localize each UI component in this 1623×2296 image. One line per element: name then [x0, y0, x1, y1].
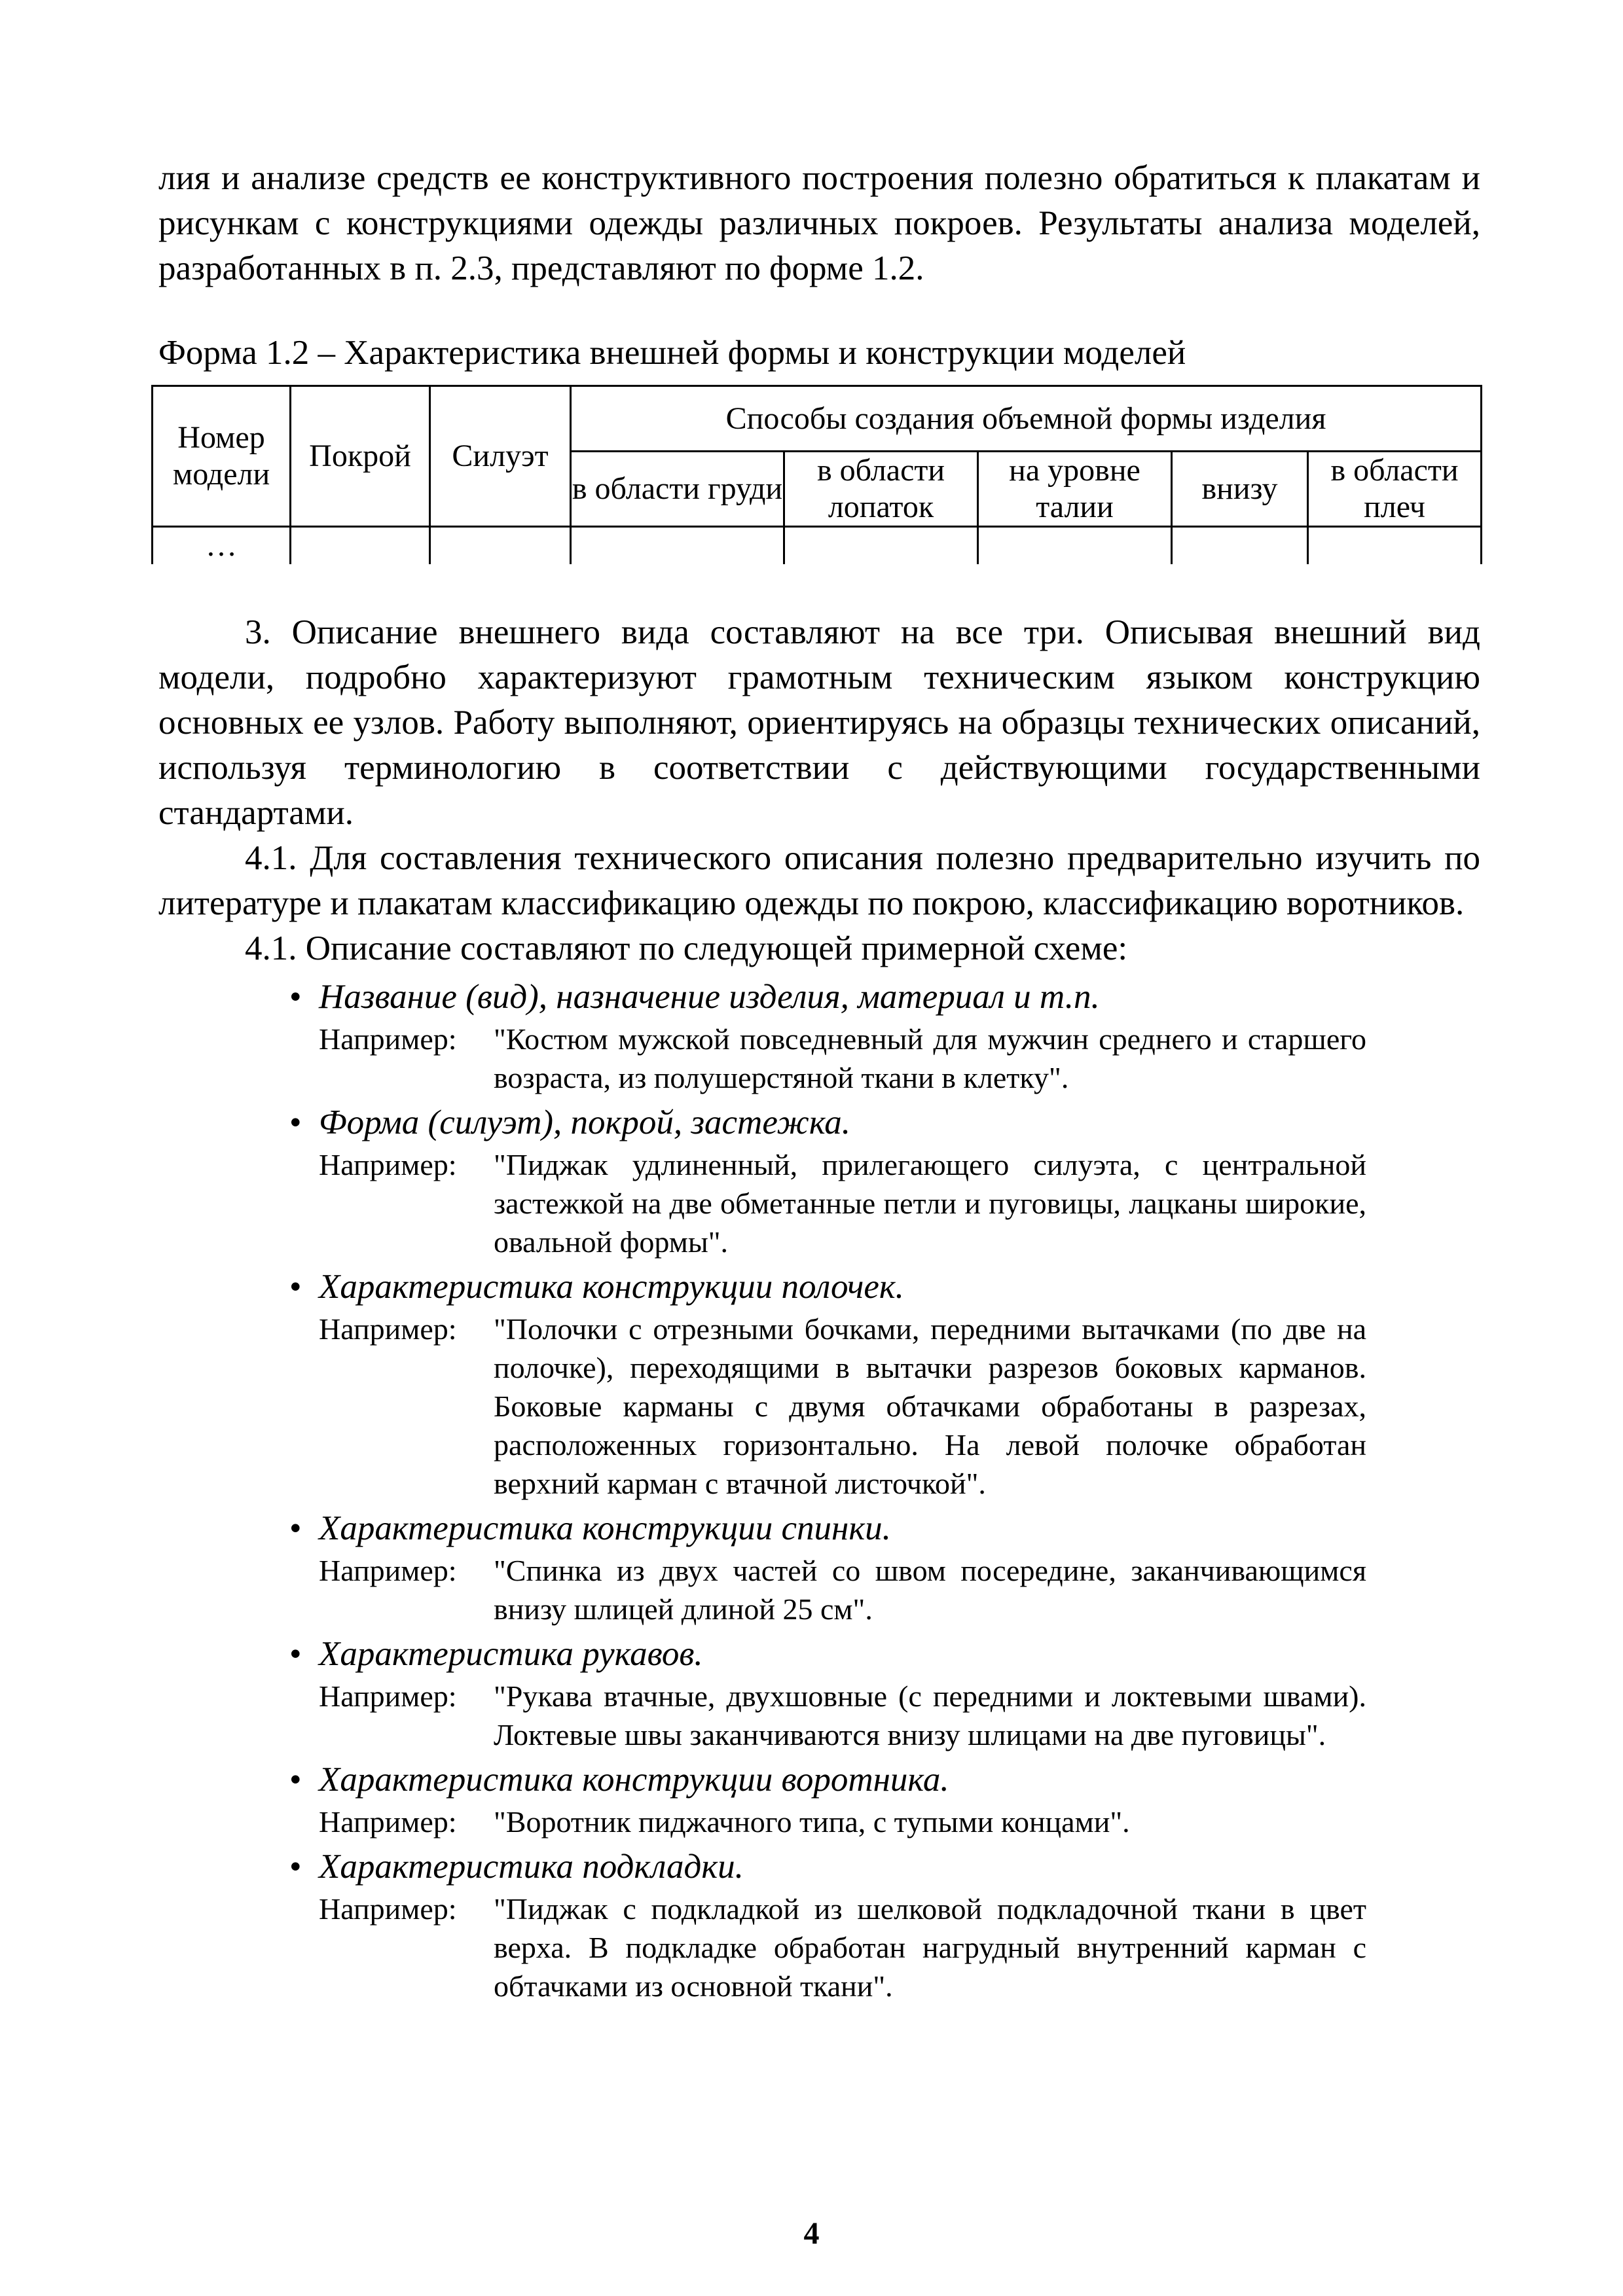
example-block	[319, 1310, 1366, 1503]
description-scheme-list	[158, 974, 1480, 2005]
table-cell-ellipsis: …	[153, 527, 291, 565]
bullet-heading	[289, 1631, 1480, 1677]
example-label: Например:	[319, 1312, 457, 1346]
example-block	[319, 1551, 1366, 1628]
table-cell	[291, 527, 430, 565]
bullet-icon: •	[289, 1848, 302, 1886]
bullet-icon: •	[289, 978, 302, 1016]
form-caption: Форма 1.2 – Характеристика внешней формы и конструкции моделей	[158, 334, 1186, 372]
bullet-heading	[289, 974, 1480, 1020]
example-block	[319, 1890, 1366, 2005]
item-title: Характеристика подкладки.	[319, 1848, 744, 1886]
header-volume-methods: Способы создания объемной формы изделия	[571, 386, 1482, 452]
bullet-icon: •	[289, 1103, 302, 1141]
item-title: Форма (силуэт), покрой, застежка.	[319, 1103, 851, 1141]
intro-paragraph: лия и анализе средств ее конструктивного построения полезно обратиться к плакатам и рисункам с конструкциями одежды различных покроев. Результаты анализа моделей, разработанных в п. 2.3, представляют по форме 1.2.	[158, 159, 1480, 287]
example-block	[319, 1677, 1366, 1754]
list-item	[158, 1264, 1480, 1503]
list-item	[158, 1505, 1480, 1628]
example-label: Например:	[319, 1805, 457, 1839]
list-item	[158, 1757, 1480, 1841]
bullet-heading	[289, 1264, 1480, 1310]
example-label: Например:	[319, 1554, 457, 1587]
table-cell	[784, 527, 978, 565]
example-text: "Пиджак удлиненный, прилегающего силуэта, с центральной застежкой на две обметанные петли и пуговицы, лацканы широкие, овальной формы".	[494, 1148, 1366, 1259]
example-text: "Пиджак с подкладкой из шелковой подкладочной ткани в цвет верха. В подкладке обработан нагрудный внутренний карман с обтачками из основной ткани".	[494, 1892, 1366, 2003]
list-item	[158, 1631, 1480, 1754]
table-cell	[1172, 527, 1308, 565]
bullet-icon: •	[289, 1761, 302, 1799]
bullet-icon: •	[289, 1509, 302, 1547]
paragraph-3: 3. Описание внешнего вида составляют на все три. Описывая внешний вид модели, подробно характеризуют грамотным техническим языком конструкцию основных ее узлов. Работу выполняют, ориентируясь на образцы технических описаний, используя терминологию в соответствии с действующими государственными стандартами.	[158, 613, 1480, 832]
example-block	[319, 1145, 1366, 1261]
header-chest: в области груди	[571, 452, 784, 527]
table-cell	[571, 527, 784, 565]
header-model-number: Номер модели	[153, 386, 291, 527]
bullet-icon: •	[289, 1635, 302, 1673]
table-cell	[430, 527, 571, 565]
example-label: Например:	[319, 1022, 457, 1056]
example-text: "Спинка из двух частей со швом посередине, заканчивающимся внизу шлицей длиной 25 см".	[494, 1554, 1366, 1626]
bullet-heading	[289, 1757, 1480, 1803]
header-cut: Покрой	[291, 386, 430, 527]
list-item	[158, 974, 1480, 1097]
item-title: Характеристика рукавов.	[319, 1635, 703, 1673]
example-block	[319, 1020, 1366, 1097]
item-title: Название (вид), назначение изделия, материал и т.п.	[319, 978, 1100, 1016]
header-shoulders: в области плеч	[1308, 452, 1482, 527]
example-text: "Рукава втачные, двухшовные (с передними и локтевыми швами). Локтевые швы заканчиваются внизу шлицами на две пуговицы".	[494, 1679, 1366, 1751]
bullet-heading	[289, 1100, 1480, 1145]
header-bottom: внизу	[1172, 452, 1308, 527]
header-waist: на уровне талии	[978, 452, 1172, 527]
item-title: Характеристика конструкции воротника.	[319, 1761, 949, 1799]
bullet-heading	[289, 1844, 1480, 1890]
bullet-icon: •	[289, 1268, 302, 1306]
example-label: Например:	[319, 1679, 457, 1713]
item-title: Характеристика конструкции спинки.	[319, 1509, 891, 1547]
paragraph-4-1-scheme: 4.1. Описание составляют по следующей примерной схеме:	[245, 929, 1128, 967]
list-item	[158, 1100, 1480, 1261]
example-block	[319, 1803, 1366, 1841]
list-item	[158, 1844, 1480, 2005]
table-cell	[978, 527, 1172, 565]
paragraph-4-1: 4.1. Для составления технического описания полезно предварительно изучить по литературе и плакатам классификацию одежды по покрою, классификацию воротников.	[158, 839, 1480, 922]
example-text: "Воротник пиджачного типа, с тупыми концами".	[494, 1805, 1130, 1839]
table-row	[153, 527, 1482, 565]
example-text: "Полочки с отрезными бочками, передними вытачками (по две на полочке), переходящими в вытачки разрезов боковых карманов. Боковые карманы с двумя обтачками обработаны в разрезах, расположенных горизонтально. На левой полочке обработан верхний карман с втачной листочкой".	[494, 1312, 1366, 1500]
header-silhouette: Силуэт	[430, 386, 571, 527]
document-page	[158, 156, 1480, 2005]
bullet-heading	[289, 1505, 1480, 1551]
item-title: Характеристика конструкции полочек.	[319, 1268, 904, 1306]
table-cell	[1308, 527, 1482, 565]
header-shoulder-blades: в области лопаток	[784, 452, 978, 527]
example-label: Например:	[319, 1148, 457, 1181]
example-text: "Костюм мужской повседневный для мужчин среднего и старшего возраста, из полушерстяной ткани в клетку".	[494, 1022, 1366, 1094]
page-number: 4	[803, 2216, 820, 2251]
form-table	[151, 385, 1482, 564]
example-label: Например:	[319, 1892, 457, 1926]
